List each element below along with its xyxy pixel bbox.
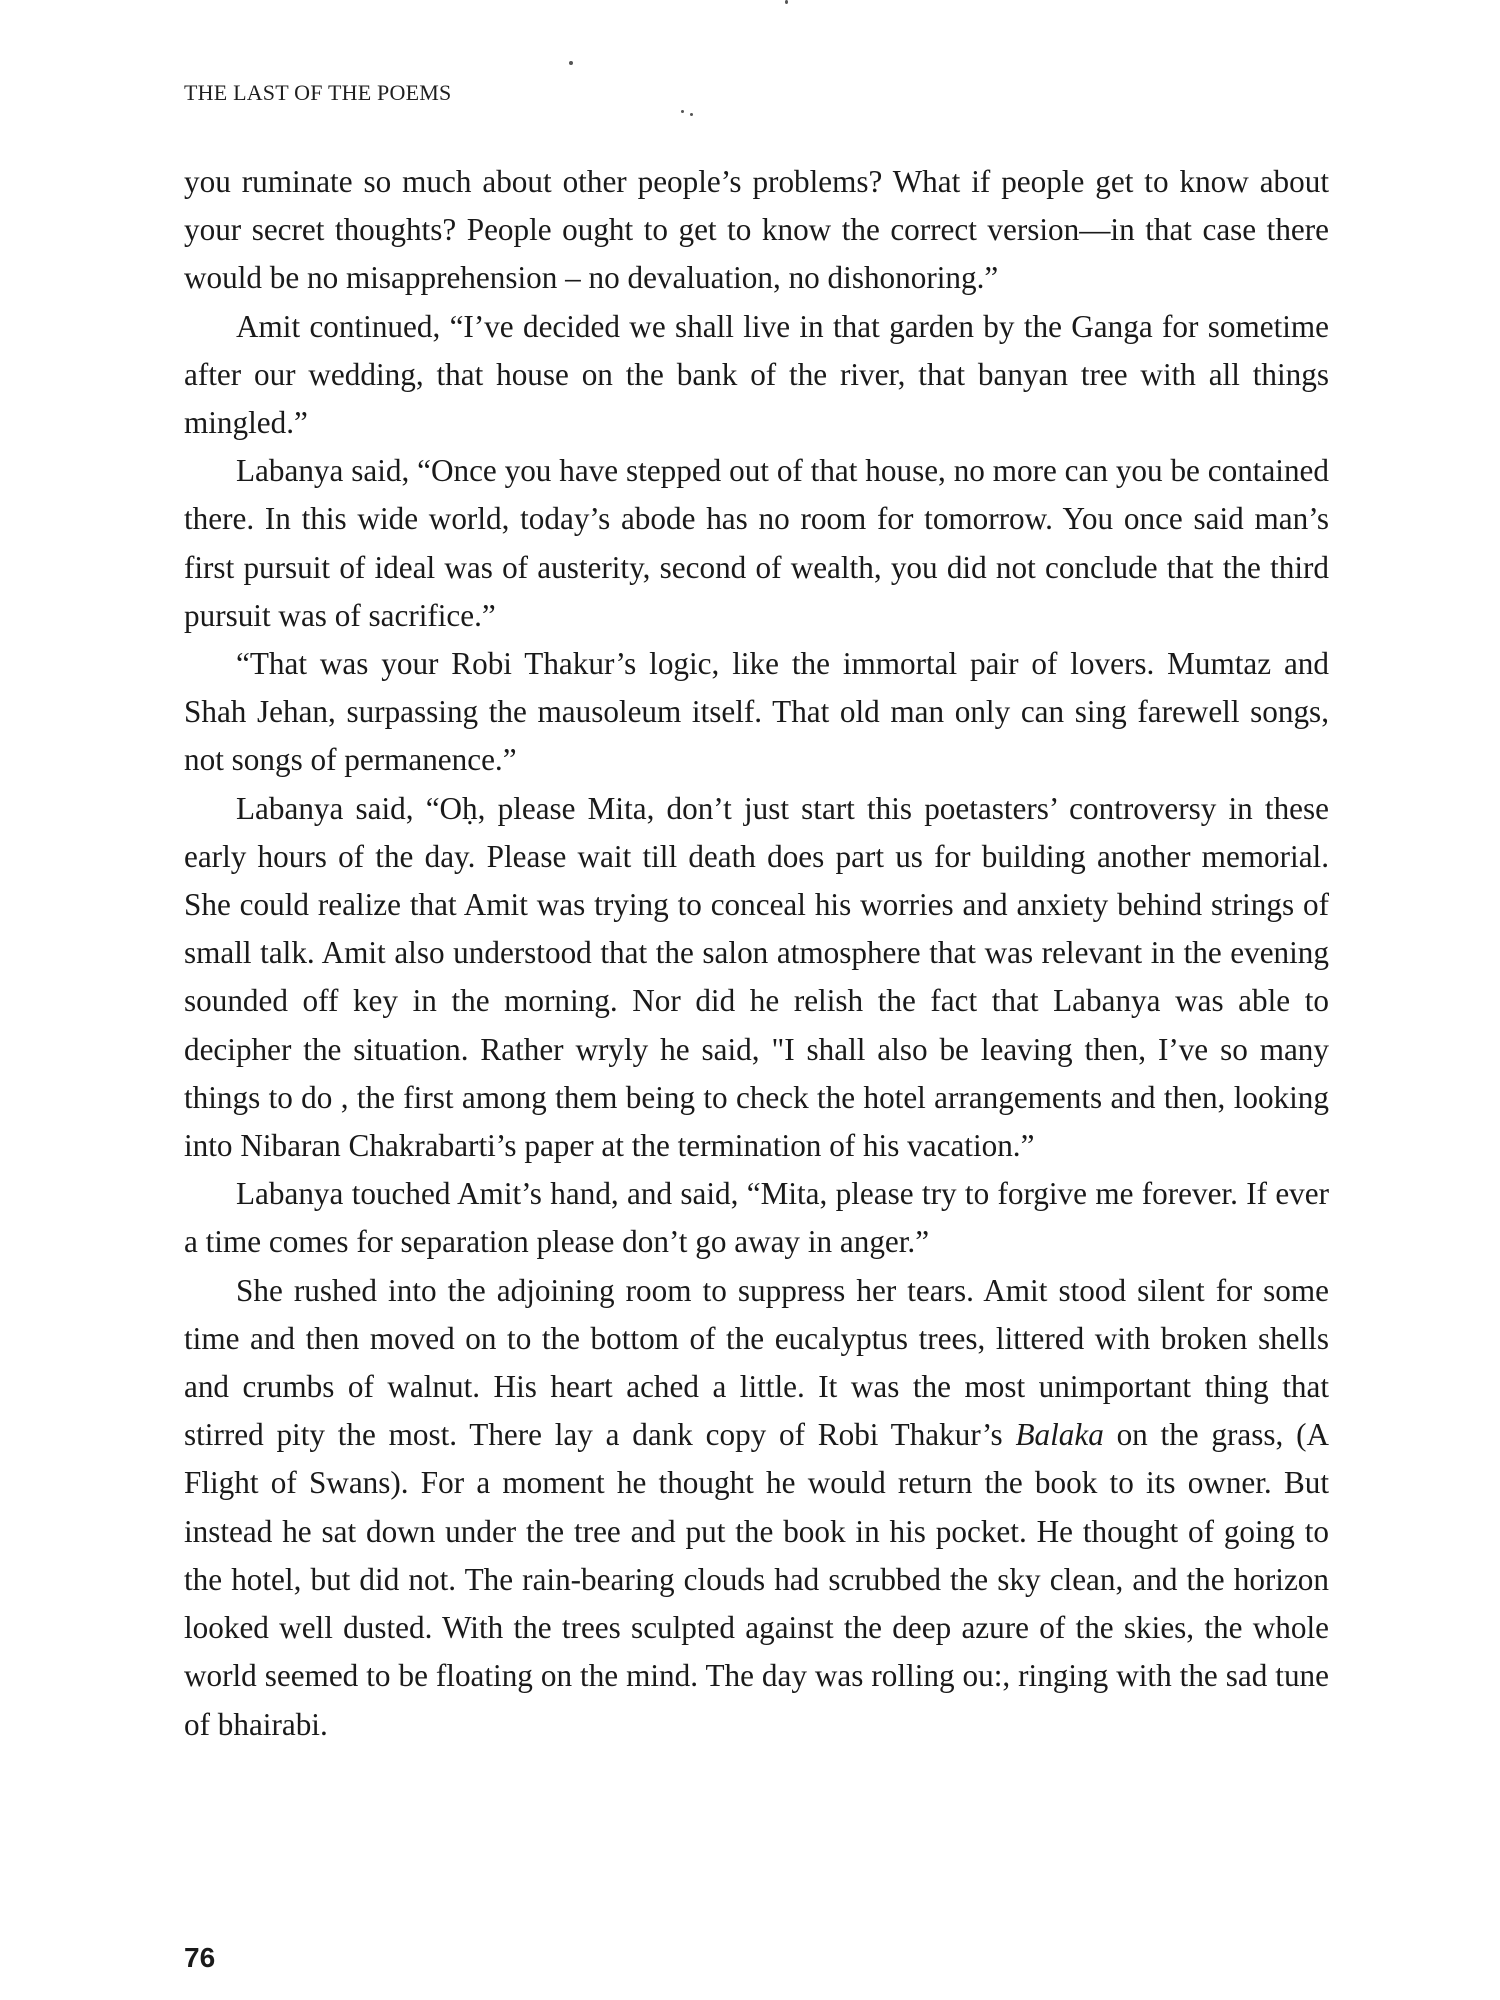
paragraph: Labanya touched Amit’s hand, and said, “Mita, please try to forgive me forever. If ever a time comes for separation please don’t go away in anger.” — [184, 1176, 1329, 1260]
running-head: THE LAST OF THE POEMS — [184, 80, 452, 105]
body-text — [184, 158, 1329, 1749]
scan-speck — [785, 0, 788, 4]
paragraph-text: on the grass, (A Flight of Swans). For a moment he thought he would return the book to its owner. But instead he sat down under the tree and put the book in his pocket. He thought of going to the hotel, but did not. The rain-bearing clouds had scrubbed the sky clean, and the horizon looked well dusted. With the trees sculpted against the deep azure of the skies, the whole world seemed to be floating on the mind. The day was rolling ou:, ringing with the sad tune of bhairabi. — [184, 1417, 1329, 1742]
paragraph: “That was your Robi Thakur’s logic, like the immortal pair of lovers. Mumtaz and Shah Jehan, surpassing the mausoleum itself. That old man only can sing farewell songs, not songs of permanence.” — [184, 646, 1329, 778]
book-title: Balaka — [1015, 1417, 1104, 1453]
scan-speck — [569, 61, 573, 65]
scan-speck — [681, 110, 684, 113]
page-number: 76 — [184, 1942, 216, 1973]
paragraph-text: She rushed into the adjoining room to suppress her tears. Amit stood silent for some time and then moved on to the bottom of the eucalyptus trees, littered with broken shells and crumbs of walnut. His heart ached a little. It was the most unimportant thing that stirred pity the most. There lay a dank copy of Robi Thakur’s — [184, 1272, 1329, 1453]
paragraph: Amit continued, “I’ve decided we shall live in that garden by the Ganga for sometime after our wedding, that house on the bank of the river, that banyan tree with all things mingled.” — [184, 308, 1329, 441]
scan-speck — [690, 113, 693, 116]
paragraph — [184, 1267, 1329, 1749]
paragraph: Labanya said, “Once you have stepped out of that house, no more can you be contained there. In this wide world, today’s abode has no room for tomorrow. You once said man’s first pursuit of ideal was of austerity, second of wealth, you did not conclude that the third pursuit was of sacrifice.” — [184, 453, 1329, 633]
paragraph: Labanya said, “Oḥ, please Mita, don’t just start this poetasters’ controversy in these early hours of the day. Please wait till death does part us for building another memorial. She could realize that Amit was trying to conceal his worries and anxiety behind strings of small talk. Amit also understood that the salon atmosphere that was relevant in the evening sounded off key in the morning. Nor did he relish the fact that Labanya was able to decipher the situation. Rather wryly he said, "I shall also be leaving then, I’ve so many things to do , the first among them being to check the hotel arrangements and then, looking into Nibaran Chakrabarti’s paper at the termination of his vacation.” — [184, 790, 1329, 1164]
paragraph: you ruminate so much about other people’s problems? What if people get to know about your secret thoughts? People ought to get to know the correct version—in that case there would be no misapprehension – no devaluation, no dishonoring.” — [184, 164, 1329, 296]
